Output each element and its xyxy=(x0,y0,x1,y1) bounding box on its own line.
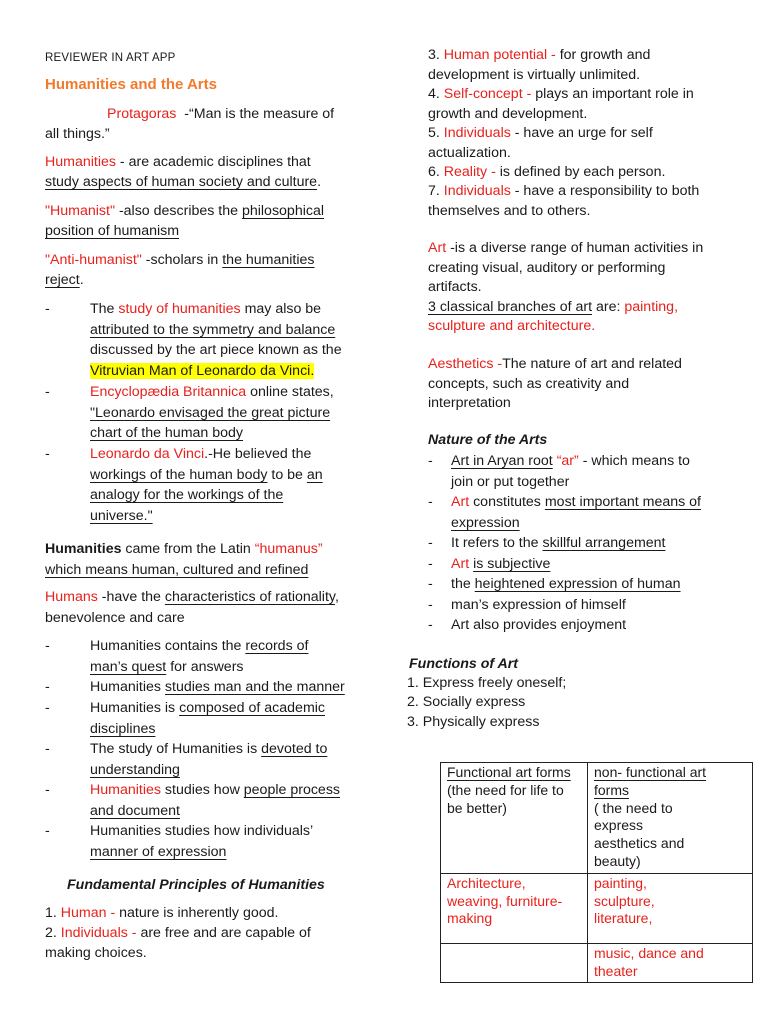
document-header: REVIEWER IN ART APP xyxy=(45,52,176,64)
humanities-definition: Humanities - are academic disciplines that study aspects of human society and culture. xyxy=(45,154,322,190)
list-item: - Humanities contains the records of man’s quest for answers xyxy=(45,638,309,675)
function-2: 2. Socially express xyxy=(407,694,526,710)
table-cell-empty xyxy=(441,943,588,983)
table-row xyxy=(441,943,753,983)
list-item: - Encyclopædia Britannica online states, "Leonardo envisaged the great picture chart of the human body xyxy=(45,384,334,442)
list-item: - The study of humanities may also be attributed to the symmetry and balance discussed by the art piece known as the Vitruvian Man of Leonardo da Vinci. xyxy=(45,301,342,380)
list-item: - Leonardo da Vinci.-He believed the workings of the human body to be an analogy for the workings of the universe." xyxy=(45,446,323,525)
protagoras-quote: Protagoras -“Man is the measure of all things.” xyxy=(45,106,335,142)
function-3: 3. Physically express xyxy=(407,714,540,730)
principle-3: 3. Human potential - for growth and development is virtually unlimited. xyxy=(428,47,651,83)
table-cell: Architecture, weaving, furniture- making xyxy=(441,873,588,943)
aesthetics-definition: Aesthetics -The nature of art and related concepts, such as creativity and interpretation xyxy=(428,356,682,411)
latin-origin: Humanities came from the Latin “humanus” which means human, cultured and refined xyxy=(45,541,323,578)
function-1: 1. Express freely oneself; xyxy=(407,675,567,691)
principle-4: 4. Self-concept - plays an important role in growth and development. xyxy=(428,86,694,122)
humans-definition: Humans -have the characteristics of rationality, benevolence and care xyxy=(45,589,339,626)
list-item: - Art in Aryan root “ar” - which means to join or put together xyxy=(428,453,690,490)
list-item: - Humanities studies how individuals’ manner of expression xyxy=(45,823,314,860)
table-row xyxy=(441,763,753,874)
list-item: - man’s expression of himself xyxy=(428,597,626,613)
principle-5: 5. Individuals - have an urge for self actualization. xyxy=(428,125,653,161)
table-cell: painting, sculpture, literature, xyxy=(588,873,753,943)
art-forms-table xyxy=(440,762,753,983)
functions-heading: Functions of Art xyxy=(409,656,519,672)
list-item: - Art constitutes most important means of expression xyxy=(428,494,701,531)
table-cell-nonfunctional-header: non- functional art forms ( the need to express aesthetics and beauty) xyxy=(588,763,753,874)
highlighted-text: Vitruvian Man of Leonardo da Vinci. xyxy=(90,363,315,380)
principle-1: 1. Human - nature is inherently good. xyxy=(45,905,279,921)
principle-2: 2. Individuals - are free and are capable of making choices. xyxy=(45,925,311,961)
list-item: - Humanities is composed of academic disciplines xyxy=(45,700,326,737)
nature-heading: Nature of the Arts xyxy=(428,432,548,448)
principles-heading: Fundamental Principles of Humanities xyxy=(67,877,325,893)
list-item: - Art also provides enjoyment xyxy=(428,617,627,633)
list-item: - Art is subjective xyxy=(428,556,551,572)
section-title: Humanities and the Arts xyxy=(45,76,217,93)
humanist-definition: "Humanist" -also describes the philosophical position of humanism xyxy=(45,203,324,239)
list-item: - It refers to the skillful arrangement xyxy=(428,535,666,551)
list-item: - The study of Humanities is devoted to understanding xyxy=(45,741,328,778)
principle-6: 6. Reality - is defined by each person. xyxy=(428,164,666,180)
principle-7: 7. Individuals - have a responsibility to both themselves and to others. xyxy=(428,183,700,219)
table-cell-functional-header: Functional art forms (the need for life to be better) xyxy=(441,763,588,874)
anti-humanist-definition: "Anti-humanist" -scholars in the humanities reject. xyxy=(45,252,315,288)
table-row xyxy=(441,873,753,943)
table-cell: music, dance and theater xyxy=(588,943,753,983)
art-definition: Art -is a diverse range of human activities in creating visual, auditory or performing artifacts. 3 classical branches of art are: painting, sculpture and architecture. xyxy=(428,240,704,334)
list-item: - Humanities studies how people process and document xyxy=(45,782,341,819)
list-item: - the heightened expression of human xyxy=(428,576,681,592)
list-item: - Humanities studies man and the manner xyxy=(45,679,345,695)
